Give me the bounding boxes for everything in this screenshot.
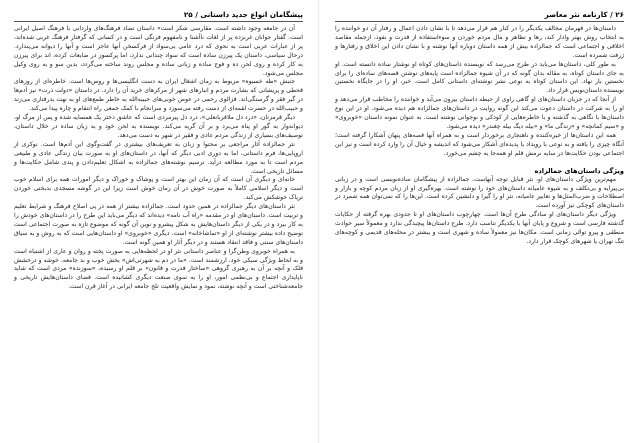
section-gap — [335, 159, 624, 163]
left-page-header — [14, 10, 303, 22]
left-paragraph-5: خانه‌ای و دیگری آن است که آن زمان این بهتر است و پوشاک و خوراک و دیگر امورات همه برای اسلام خوب است و دیگر اسلامی کاملاً به صورت خوش در آن زمان خوش است زیرا این در گوشه مسجدی بدبختی خوردن تریاک خوشکش می‌کند. — [14, 176, 303, 202]
right-paragraph-6: ویژگی دیگر داستان‌های او سادگی طرح آن‌ها است. چهارچوب داستان‌های او تا حدودی بهره گرفته از حکایات گذشته فارسی است و شروع و پایان آنها با یکدیگر تناسب دارد. طرح داستان‌ها پیچیدگی ندارد و معمولاً سیر حوادث منطقی و پیرو توالی زمانی است. مکان‌ها نیز معمولاً ساده و شهری است و بیشتر در محله‌های قدیمی و کوچه‌های تنگ تهران یا شهرهای کوچک قرار دارد. — [335, 211, 624, 245]
left-paragraph-1: آن در جامعه وجود داشته است. مقارسی شکر است» داستان تضاد فرهنگ‌های واردانی با فرهنگ اصیل ایرانی است. گفتار جوانان غربزده پر از لغات ناآشنا و نامفهوم فرنگی است و در کسانی که گرفتار فرهنگ غربی شده‌اند، پر از عبارات عربی است به نحوی که درد عامی بی‌سواد از فرکسخن آنها عاجز است و آنها را دیوانه می‌پندارد. درحال سیاسی، داستان یک پیرزن ساده است که سواد چندانی ندارد، اما پرکسوز در ضایعات کرده، اند برای پیرزن به کار کرده و روی لحن ده و فوج ساده و زبانی ساده و مجلس روند ساخته می‌گردد، بدین سو و به روی وکیل مجلس می‌شود. — [14, 25, 303, 77]
left-paragraph-4: نثر جمالزاده آثار مراجعی بر محتوا و زبان به تعریف‌های بیشتری در گفت‌وگوی این آدم‌ها است. نوکری از اروپایی‌ها، فرم داستانی، اما به دوری ادبی دیگر که آنها، در داستان‌های او به صورت بیان زندگی عادی و طبیعی مردم است تا به مورد مطالعه درآید. ترسیم نوشته‌های جمالزاده به اشکال تعلیم‌دادن و پندی شامل حکایت‌ها و مسائل تاریخی است. — [14, 140, 303, 175]
right-page — [319, 0, 638, 443]
right-paragraph-4: همه این داستان‌ها از خیره‌کننده و ناهنجاری برخوردار است و به همراه آنها قصه‌های پنهان آشکارا گرفته است؛ آنگاه چیزی را یافته و به نوعی با رویداد یا پدیده‌ای آشکار می‌شود که اندیشه و خیال آن را وارد کرده است و نیز این اجتماعی بودن حکایت‌ها در سایه نرمش قلم او همه‌جا به چشم می‌خورد. — [335, 131, 624, 157]
right-paragraph-2: به طور کلی، داستان‌ها می‌باید در طرح می‌رسد که نویسنده داستان‌های کوتاه او نوشتار ساده دانسته است. او به جای داستان کوتاه، به مقاله بدان گونه که در آن شیوه جمالزاده است پایه‌های نوشتن قصه‌های ساده‌ای را برای نخستین بار نهاد. این داستان کوتاه به نوعی نشر نوشته‌ای داستانی کامل است. خبر، او را در جایگاه نخستین نویسنده داستان‌نویس قرار داد. — [335, 60, 624, 95]
right-paragraph-1: داستان‌ها در قهرمان مخالف یکدیگر را در کنار هم قرار می‌دهد تا با نشان دادن اعمال و رفتار آن دو خواننده را به انتخاب روش بهتر وادار کند، رها و تظاهر و مال مردم خوردن و سوءاستفاده از قدرت و نفوذ، ازجمله مقاصد اخلاقی و اجتماعی است که جمالزاده بیش از همه داستان دوباره آنها نوشته و با نشان دادن این اخلاق و رفتارها و ژرفت شمرده است. — [335, 25, 624, 59]
right-paragraph-3: از آنجا که در جریان داستان‌های او گاهی راوی از حیطه داستان بیرون می‌آید و خواننده را مخاطب قرار می‌دهد و او را به شرکت در داستان دعوت می‌کند این گونه روایت در داستان‌های جمالزاده هم دیده می‌شود. او در این نوع داستان‌ها با نگاهی به گذشته و با خاطره‌هایی از کودکی و نوجوانی نوشته است. به عنوان نمونه داستان «خوبروی» و «سیم کمانچه» و «زندگی ما» و «بیله دیگ بیله چغندر» دیده می‌شود. — [335, 96, 624, 130]
left-paragraph-3: دیگر قرمزتان، «درد دل ملاقربانعلی»، درد دل پیرمردی است که عاشق دختر یک همسایه شده و پس از مرگ او، دیوانه‌وار به گور او پناه می‌برد و بر آن گریه می‌کند. نویسنده به لحن خود و به زبان ساده در خلال داستان، توصیف‌های بسیاری از زندگی مردم عادی و فقیر در شهر به دست می‌دهد. — [14, 114, 303, 139]
right-page-running-title: ۲۶ / کارنامه نثر معاصر — [544, 10, 624, 19]
left-paragraph-7: به همراه خوبروی وطن‌گرا و عناصر داستانی نثر او در لحظه‌هایی به صورت پخته و روان و عاری از اشتباه است و به لحاظ ویژگی سبکی خود، ارزشمند است. «ما در دم به شهرتی‌اش» بخش خوب و بد جامعه، خوشه و درخشش فلک و آنچه بر آن به رهبری گروهی «ساختار قدرت و قانون» بر قلم او رسیده، «سوزنده» مردی است که شاید ناپایداری اجتماع و بی‌نظمی امور، او را به سوی صنعت دیگری کشانیده است. فضای داستان‌هایش تاریخی و جامعه‌شناختی است و آنچه نوشته، نمود و نمایش واقعیت تلخ جامعه ایرانی در آغاز قرن است. — [14, 247, 303, 291]
right-page-header — [335, 10, 624, 22]
left-paragraph-6: نثر داستان‌های دیگر جمالزاده در همین حدود است. جمالزاده بیشتر از همه در پی اصلاح فرهنگ و شرایط تعلیم و تربیت است. داستان‌های او در مقدمه «راه آب نامه» دیده‌اند که دیگر می‌باید این طرح را در داستان‌های خودش را به کار ببرد و در یکی از دیگر داستان‌هایش به شکل پیشرو و نوین آن گونه که موضوع تازه به صورت اجتماعی است توضیح داده بیشتر نوشته‌ای از او «تماشاخانه» است. دیگری «خوبروی» او داستان‌هایی است که به روش و به سیاق داستان‌های سنتی و فاقد انتقاد هستند و در دیگر آثار او همین گونه است. — [14, 203, 303, 246]
right-paragraph-5: مهم‌ترین ویژگی داستان‌های او، نثر قبایل توجه آنهاست. جمالزاده از پیشگامان ساده‌نویسی است و در زبانی بی‌پیرایه و بی‌تکلف و به شیوه عامیانه داستان‌های خود را نوشته است. بهره‌گیری او از زبان مردم کوچه و بازار و اصطلاحات و ضرب‌المثل‌ها و تعابیر عامیانه، نثر او را گیرا و دلنشین کرده است. این‌ها را که نمی‌توان همه شمرد در داستان‌های کوچکی نیز آورده است. — [335, 175, 624, 210]
left-paragraph-2: جنبش «طه خسیوه» مربوط به زمان اشغال ایران به دست انگلیسی‌ها و روس‌ها است. خاطره‌ای از روزهای قحطی و پریشانی که بشارت مردم و انبارهای شهر از مرکزهای خرید آن را دارد. در داستان «دولت ذرت» نیز آدم‌ها در گیر فقر و گرسنگی‌اند. قزالوی رحمی در عوض خوبی‌های حبیبه‌الله به خاطر طمع‌های او به نهت بدرفتاری می‌زند و حبیب‌الله در حسرت لقمه‌ای از دست رفته می‌سوزد و سرانجام با کمک جمعی راه انتقام و چاره پیدا می‌کند. — [14, 78, 303, 113]
left-page-running-title: پیشگامان انواع جدید داستانی / ۲۵ — [183, 10, 303, 19]
section-heading: ویژگی داستان‌های جمالزاده — [534, 166, 624, 175]
